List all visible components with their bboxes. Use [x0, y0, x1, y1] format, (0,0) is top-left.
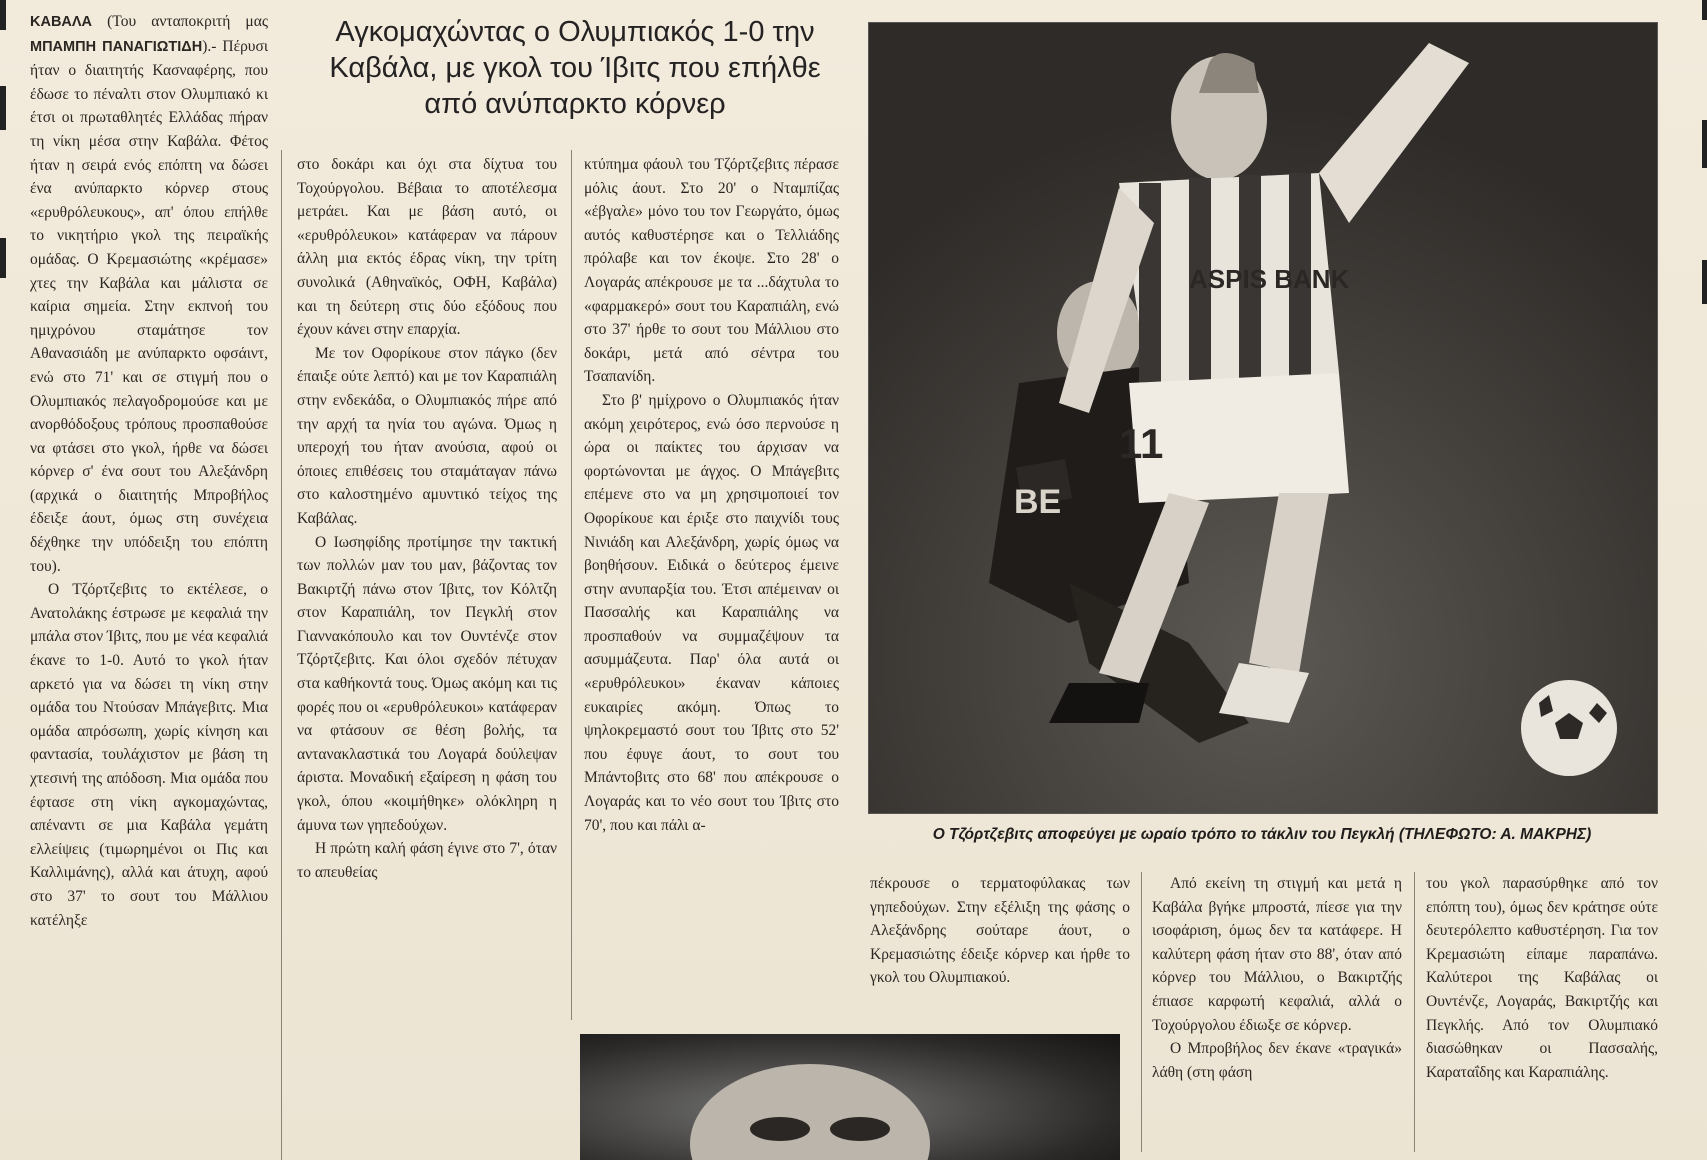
article-paragraph: Η πρώτη καλή φάση έγινε στο 7', όταν το απευθείας — [297, 840, 557, 881]
column-divider — [1414, 872, 1415, 1152]
article-paragraph: του γκολ παρασύρθηκε από τον επόπτη του), όμως δεν κράτησε ούτε δευτερόλεπτο καθυστέρηση. Για τον Κρεμασιώτη είπαμε παραπάνω. Καλύτεροι της Καβάλας οι Ουντένζε, Λογαράς, Βακιρτζής και Πεγκλής. Από τον Ολυμπιακό διασώθηκαν οι Πασσαλής, Καραταΐδης και Καραπιάλης. — [1426, 875, 1658, 1081]
article-paragraph: πέκρουσε ο τερματοφύλακας των γηπεδούχων. Στην εξέλιξη της φάσης ο Αλεξάνδρης σούταρε άουτ, ο Κρεμασιώτης έδειξε κόρνερ και ήρθε το γκολ του Ολυμπιακού. — [870, 875, 1130, 987]
article-paragraph: κτύπημα φάουλ του Τζόρτζεβιτς πέρασε μόλις άουτ. Στο 20' ο Νταμπίζας «έβγαλε» μόνο του τον Γεωργάτο, όμως αυτός καθυστέρησε και ο Τελλιάδης πρόλαβε και τον έκοψε. Στο 28' ο Λογαράς απέκρουσε με τα ...δάχτυλα το «φαρμακερό» σουτ του Καραπιάλη, ενώ στο 37' ήρθε το σουτ του Μάλλιου στο δοκάρι, μετά από σέντρα του Τσαπανίδη. — [584, 156, 839, 386]
article-paragraph: Ο Ιωσηφίδης προτίμησε την τακτική των πολλών μαν του μαν, βάζοντας τον Βακιρτζή πάνω στον Ίβιτς, τον Κόλτζη στον Καραπιάλη, τον Πεγκλή στον Γιαννακόπουλο και τον Ουντένζε στον Τζόρτζεβιτς. Και όλοι σχεδόν πέτυχαν στα καθήκοντά τους. Όμως ακόμη και τις φορές που οι «ερυθρόλευκοι» κατάφεραν να φτάσουν σε θέση βολής, τα αντανακλαστικά του Λογαρά δούλεψαν άριστα. Μοναδική εξαίρεση η φάση του γκολ, όπου «κοιμήθηκε» ολόκληρη η άμυνα των γηπεδούχων. — [297, 533, 557, 834]
shirt-sponsor: ASPIS BANK — [1189, 264, 1350, 294]
article-column-5 — [1152, 872, 1402, 1084]
article-paragraph: Στο β' ημίχρονο ο Ολυμπιακός ήταν ακόμη χειρότερος, ενώ όσο περνούσε η ώρα οι παίκτες του άρχισαν να φορτώνονται με άγχος. Ο Μπάγεβιτς επέμενε στο να μη χρησιμοποιεί τον Οφορίκουε και έριξε στο παιχνίδι τους Νινιάδη και Αλεξάνδρη, χωρίς όμως να βοηθήσουν. Ειδικά ο δεύτερος έμεινε στην ανυπαρξία του. Έτσι απέμειναν οι Πασσαλής και Καραπιάλης να προσπαθούν να συμμαζέψουν τα ασυμμάζευτα. Παρ' όλα αυτά οι «ερυθρόλευκοι» έκαναν κάποιες ευκαιρίες ακόμη. Όπως το ψηλοκρεμαστό σουτ του Ίβιτς στο 52' που έφυγε άουτ, το σουτ του Μπάντοβιτς στο 68' που απέκρουσε ο Λογαράς και το νέο σουτ του Ίβιτς στο 70', που και πάλι α- — [584, 391, 839, 834]
column-divider — [1141, 872, 1142, 1152]
match-photo — [868, 22, 1658, 814]
opponent-shirt-text: BE — [1014, 483, 1062, 521]
byline-end: ).- — [202, 37, 223, 55]
article-column-3 — [584, 153, 839, 837]
photo-caption: Ο Τζόρτζεβιτς αποφεύγει με ωραίο τρόπο το τάκλιν του Πεγκλή (ΤΗΛΕΦΩΤΟ: Α. ΜΑΚΡΗΣ) — [932, 826, 1592, 843]
article-paragraph: Με τον Οφορίκουε στον πάγκο (δεν έπαιξε ούτε λεπτό) και με τον Καραπιάλη στην ενδεκάδα, ο Ολυμπιακός πήρε από την αρχή τα ηνία του αγώνα. Όμως η υπεροχή του ήταν ανούσια, αφού οι όποιες επιθέσεις του σταμάταγαν πάνω στο καλοστημένο αμυντικό τείχος της Καβάλας. — [297, 344, 557, 527]
byline-name: ΜΠΑΜΠΗ ΠΑΝΑΓΙΩΤΙΔΗ — [30, 38, 203, 55]
right-edge-marks — [1697, 0, 1707, 1160]
shirt-number: 11 — [1119, 420, 1164, 467]
column-divider — [281, 150, 282, 1160]
article-paragraph: Ο Μπροβήλος δεν έκανε «τραγικά» λάθη (στη φάση — [1152, 1040, 1402, 1081]
article-column-4 — [870, 872, 1130, 990]
byline-intro: (Του ανταποκριτή μας — [107, 13, 268, 30]
article-column-2 — [297, 153, 557, 884]
article-headline: Αγκομαχώντας ο Ολυμπιακός 1-0 την Καβάλα, με γκολ του Ίβιτς που επήλθε από ανύπαρκτο κόρνερ — [329, 16, 821, 120]
article-paragraph: Από εκείνη τη στιγμή και μετά η Καβάλα βγήκε μπροστά, πίεσε για την ισοφάριση, όμως δεν τα κατάφερε. Η καλύτερη φάση ήταν στο 88', όταν από κόρνερ του Μάλλιου, ο Βακιρτζής έπιασε καρφωτή κεφαλιά, αλλά ο Τοχούργολου έδιωξε σε κόρνερ. — [1152, 875, 1402, 1034]
article-paragraph: Ο Τζόρτζεβιτς το εκτέλεσε, ο Ανατολάκης έστρωσε με κεφαλιά την μπάλα στον Ίβιτς, που με νέα κεφαλιά έκανε το 1-0. Αυτό το γκολ ήταν αρκετό για να δώσει τη νίκη στην ομάδα του Ντούσαν Μπάγεβιτς. Μια ομάδα απρόσωπη, χωρίς κίνηση και φαντασία, τουλάχιστον με βάση τη χτεσινή της απόδοση. Μια ομάδα που έφτασε στη νίκη αγκομαχώντας, απέναντι σε μια Καβάλα γεμάτη ελλείψεις (τιμωρημένοι οι Πις και Καλλιμάνης), αλλά και άτυχη, αφού στο 37' το σουτ του Μάλλιου κατέληξε — [30, 581, 268, 929]
article-paragraph-lead — [30, 10, 268, 578]
article-column-1 — [30, 10, 268, 932]
dateline: ΚΑΒΑΛΑ — [30, 14, 93, 30]
article-column-6 — [1426, 872, 1658, 1084]
secondary-photo — [580, 1034, 1120, 1160]
article-paragraph: Πέρυσι ήταν ο διαιτητής Κασναφέρης, που έδωσε το πέναλτι στον Ολυμπιακό κι έτσι οι πρωταθλητές Ελλάδας πήραν τη νίκη μέσα στην Καβάλα. Φέτος ήταν η σειρά ενός επόπτη να δώσει ένα ανύπαρκτο κόρνερ στους «ερυθρόλευκους», απ' όπου επήλθε το νικητήριο γκολ της πειραϊκής ομάδας. Ο Κρεμασιώτης «κρέμασε» χτες την Καβάλα και μάλιστα σε καίρια σημεία. Στην εκπνοή του ημιχρόνου σταμάτησε τον Αθανασιάδη με ανύπαρκτο οφσάιντ, ενώ στο 71' και σε στιγμή που ο Ολυμπιακός πελαγοδρομούσε και με ανορθόδοξους τρόπους προσπαθούσε να φτάσει στο γκολ, ήρθε να δώσει κόρνερ σ' ένα σουτ του Αλεξάνδρη (αρχικά ο διαιτητής Μπροβήλος έδειξε άουτ, όμως στη συνέχεια δέχθηκε την υπόδειξη του επόπτη του). — [30, 37, 269, 575]
left-edge-marks — [0, 0, 12, 1160]
article-paragraph: στο δοκάρι και όχι στα δίχτυα του Τοχούργολου. Βέβαια το αποτέλεσμα μετράει. Και με βάση αυτό, οι «ερυθρόλευκοι» κατάφεραν να πάρουν άλλη μια εκτός έδρας νίκη, την τρίτη συνολικά (Αθηναϊκός, ΟΦΗ, Καβάλα) και τη δεύτερη στις δύο εξόδους που έχουν κάνει στην επαρχία. — [297, 156, 557, 339]
column-divider — [571, 150, 572, 1020]
